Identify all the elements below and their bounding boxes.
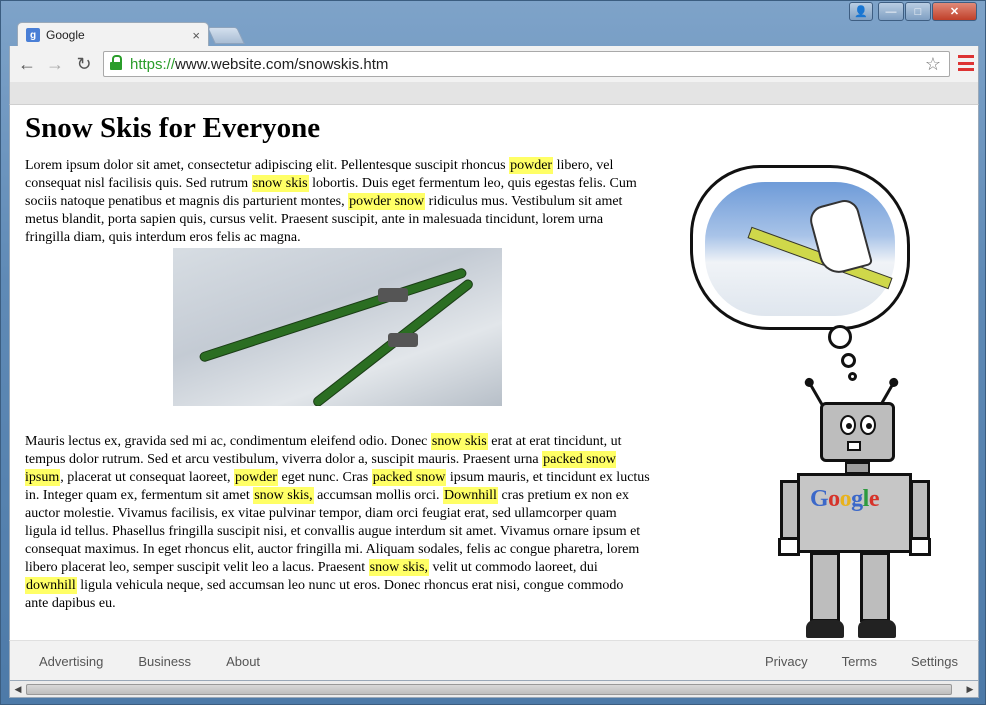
article: [25, 111, 650, 613]
paragraph-text: Mauris lectus ex, gravida sed mi ac, condimentum eleifend odio. Donec: [25, 434, 431, 449]
paragraph-text: lobortis. Duis eget fermentum leo, quis egestas felis. Cum sociis natoque penatibus et magnis dis parturient montes,: [25, 176, 637, 209]
paragraph-text: ligula vehicula neque, sed accumsan leo nunc ut eros. Donec rhoncus erat nisi, congue commodo ante dapibus eu.: [25, 578, 624, 611]
highlighted-term: Downhill: [444, 488, 497, 503]
horizontal-scrollbar[interactable]: [9, 680, 979, 698]
ski-binding: [378, 288, 408, 302]
footer-right-links: [731, 654, 958, 669]
paragraph-text: velit ut commodo laoreet, dui: [429, 560, 598, 575]
url-path: www.website.com/snowskis.htm: [175, 55, 389, 73]
chrome-menu-icon[interactable]: [958, 55, 974, 71]
highlighted-term: powder: [234, 470, 277, 485]
new-tab-button[interactable]: [207, 27, 245, 44]
highlighted-term: snow skis: [252, 176, 308, 191]
footer-link-settings[interactable]: Settings: [911, 654, 958, 669]
toolbar-band: [9, 82, 979, 105]
close-window-button[interactable]: ✕: [932, 2, 977, 21]
minimize-button[interactable]: —: [878, 2, 904, 21]
url-scheme: https://: [130, 55, 176, 73]
skier-image: [705, 182, 895, 316]
highlighted-term: packed snow ipsum: [25, 452, 616, 485]
logo-letter: o: [839, 486, 852, 512]
highlighted-term: snow skis,: [369, 560, 429, 575]
window-controls: [849, 2, 977, 21]
bookmark-star-icon[interactable]: ☆: [924, 53, 941, 74]
paragraph-text: libero, vel consequat nisl facilisis quis. Sed rutrum: [25, 158, 614, 191]
page-footer: [9, 640, 979, 680]
forward-arrow-icon[interactable]: →: [46, 53, 64, 74]
thought-bubble: [828, 325, 852, 349]
skis-photo: [173, 248, 502, 406]
highlighted-term: packed snow: [372, 470, 446, 485]
robot-body: [797, 473, 912, 553]
tab-close-icon[interactable]: ×: [192, 27, 200, 43]
logo-letter: g: [851, 486, 863, 512]
page-title: Snow Skis for Everyone: [25, 112, 321, 144]
logo-letter: e: [868, 486, 879, 512]
highlighted-term: powder snow: [349, 194, 425, 209]
paragraph-1: [25, 157, 650, 247]
toolbar: [9, 46, 979, 82]
robot: [780, 380, 930, 640]
paragraph-text: ridiculus mus. Vestibulum sit amet metus blandit, porta sapien quis, cursus velit. Praesent suscipit, ante in malesuada tincidunt, lorem urna fringilla diam, quis interdum eros felis ac magna.: [25, 194, 623, 245]
tab-title: Google: [46, 28, 85, 42]
maximize-button[interactable]: □: [905, 2, 931, 21]
reload-icon[interactable]: ↻: [76, 53, 92, 74]
google-logo: [810, 486, 879, 513]
footer-left-links: [39, 654, 295, 669]
paragraph-text: , placerat ut consequat laoreet,: [60, 470, 234, 485]
logo-letter: o: [828, 486, 840, 512]
paragraph-text: cras pretium ex non ex auctor molestie. Vivamus facilisis, ex vitae pulvinar tempor, diam orci feugiat erat, sed ullamcorper quam ligula id tellus. Phasellus fringilla suscipit nisi, et convallis augue interdum sit amet. Vivamus ornare ipsum et consequat maximus. In eget rhoncus elit, auctor fringilla mi. Aliquam sodales, felis ac congue pharetra, lorem libero placerat leo, semper suscipit velit leo a lacus. Praesent: [25, 488, 641, 575]
page-viewport: [9, 105, 979, 640]
paragraph-text: ipsum mauris, et tincidunt ex luctus in. Integer quam ex, fermentum sit amet: [25, 470, 650, 503]
scroll-right-icon[interactable]: ▶: [966, 683, 974, 694]
scrollbar-thumb[interactable]: [26, 684, 952, 695]
highlighted-term: downhill: [26, 578, 76, 593]
highlighted-term: powder: [510, 158, 553, 173]
highlighted-term: snow skis: [431, 434, 487, 449]
address-bar[interactable]: [103, 51, 950, 77]
robot-head: [820, 402, 895, 462]
back-arrow-icon[interactable]: ←: [18, 53, 36, 74]
browser-tab[interactable]: [17, 22, 209, 47]
paragraph-text: accumsan mollis orci.: [313, 488, 444, 503]
footer-link-terms[interactable]: Terms: [841, 654, 878, 669]
user-icon[interactable]: 👤: [849, 2, 873, 21]
lock-icon: [110, 58, 122, 70]
thought-cloud: [690, 165, 910, 330]
scroll-left-icon[interactable]: ◀: [14, 683, 22, 694]
paragraph-2: [25, 433, 650, 613]
ski-binding: [388, 333, 418, 347]
robot-illustration: [690, 165, 950, 640]
highlighted-term: snow skis,: [254, 488, 313, 503]
footer-link-business[interactable]: Business: [138, 654, 192, 669]
paragraph-text: eget nunc. Cras: [277, 470, 372, 485]
footer-link-advertising[interactable]: Advertising: [39, 654, 104, 669]
paragraph-text: Lorem ipsum dolor sit amet, consectetur adipiscing elit. Pellentesque suscipit rhoncus: [25, 158, 510, 173]
footer-link-about[interactable]: About: [226, 654, 261, 669]
logo-letter: l: [862, 486, 869, 512]
logo-letter: G: [810, 486, 829, 512]
thought-bubble: [841, 353, 856, 368]
footer-link-privacy[interactable]: Privacy: [765, 654, 808, 669]
paragraph-text: erat at erat tincidunt, ut tempus dolor rutrum. Sed et arcu vestibulum, viverra dolor a, suscipit mauris. Praesent urna: [25, 434, 622, 467]
google-favicon-icon: g: [26, 28, 40, 42]
